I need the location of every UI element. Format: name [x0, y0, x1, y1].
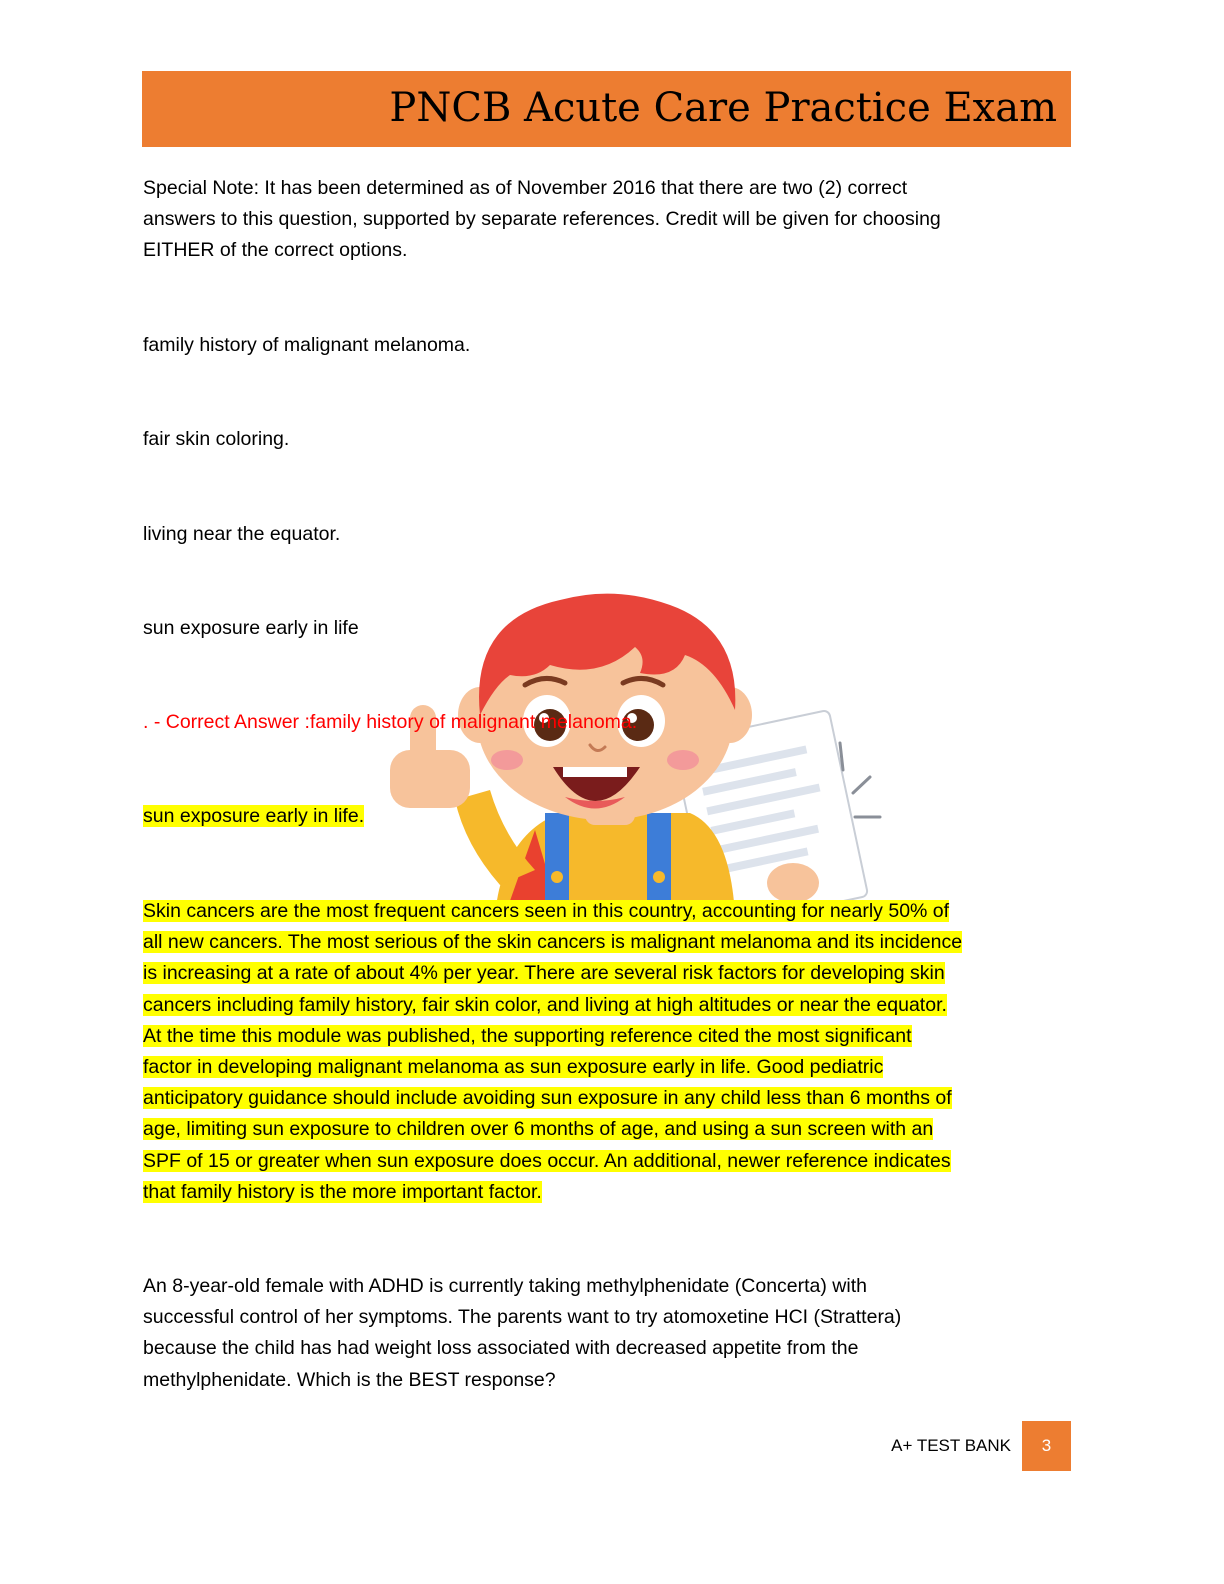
- page-number-badge: 3: [1022, 1421, 1071, 1471]
- page-title: PNCB Acute Care Practice Exam: [389, 85, 1057, 131]
- highlighted-answer: [143, 801, 1071, 832]
- explanation-paragraph: [143, 896, 1071, 1208]
- option-item: living near the equator.: [143, 523, 341, 545]
- explanation-text: Skin cancers are the most frequent cancers seen in this country, accounting for nearly 50% of all new cancers. The most serious of the skin cancers is malignant melanoma and its incidence is increasing at a rate of about 4% per year. There are several risk factors for developing skin cancers including family history, fair skin color, and living at high altitudes or near the equator. At the time this module was published, the supporting reference cited the most significant factor in developing malignant melanoma as sun exposure early in life. Good pediatric anticipatory guidance should include avoiding sun exposure in any child less than 6 months of age, limiting sun exposure to children over 6 months of age, and using a sun screen with an SPF of 15 or greater when sun exposure does occur. An additional, newer reference indicates that family history is the more important factor.: [143, 900, 963, 1203]
- correct-answer-text: . - Correct Answer :family history of malignant melanoma.: [143, 711, 638, 733]
- header-bar: [142, 71, 1071, 147]
- highlighted-answer-text: sun exposure early in life.: [143, 805, 365, 827]
- option-item: family history of malignant melanoma.: [143, 334, 471, 356]
- special-note: Special Note: It has been determined as of November 2016 that there are two (2) correct answers to this question, supported by separate references. Credit will be given for choosing EITHER of the correct options.: [143, 177, 941, 262]
- next-question-text: An 8-year-old female with ADHD is currently taking methylphenidate (Concerta) with successful control of her symptoms. The parents want to try atomoxetine HCI (Strattera) because the child has had weight loss associated with decreased appetite from the methylphenidate. Which is the BEST response?: [143, 1275, 902, 1391]
- cartoon-boy-illustration: [385, 585, 885, 915]
- option-item: sun exposure early in life: [143, 617, 359, 639]
- footer-label: A+ TEST BANK: [891, 1436, 1011, 1455]
- option-item: fair skin coloring.: [143, 428, 290, 450]
